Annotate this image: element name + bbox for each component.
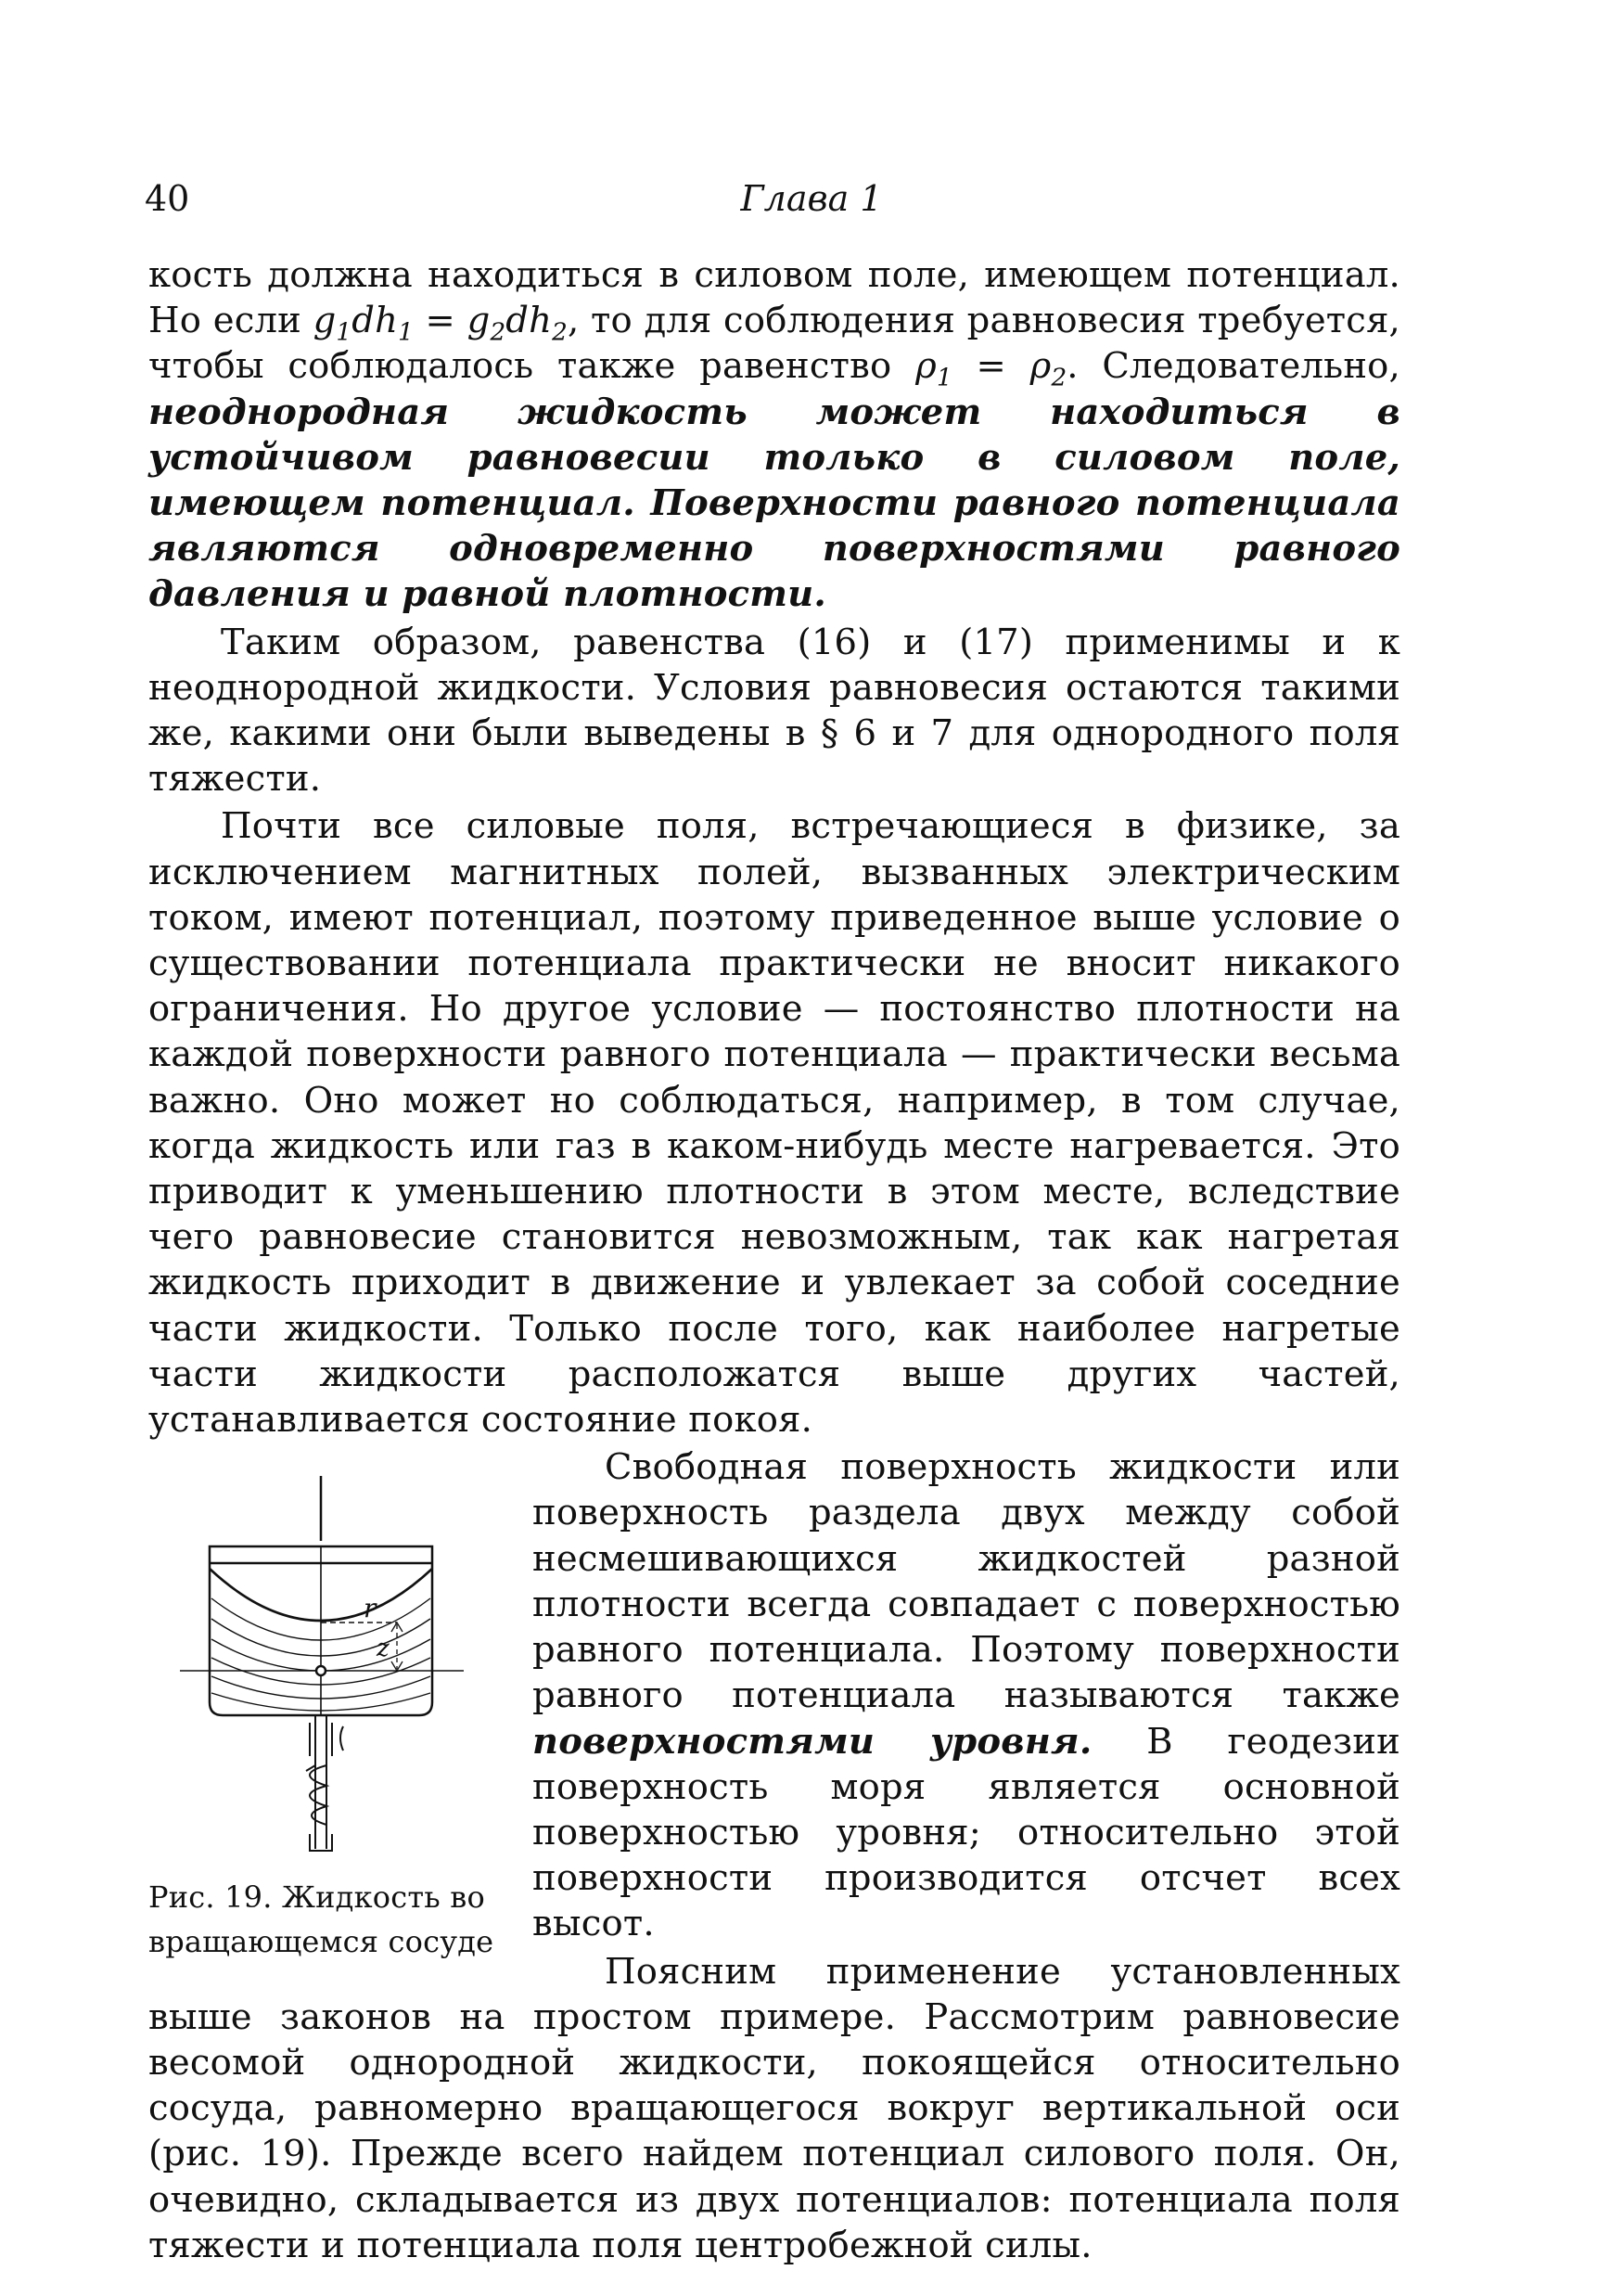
rotating-vessel-diagram: [154, 1459, 506, 1867]
origin-point: [316, 1666, 326, 1675]
paragraph-3: Почти все силовые поля, встречающиеся в физике, за исключением магнитных полей, вызванных электрическим током, имеют потенциал, поэтому приведенное выше условие о существовании потенциала практически не вносит никакого ограничения. Но другое условие — постоянство плотности на каждой поверхности равного потенциала — практически весьма важно. Оно может но соблюдаться, например, в том случае, когда жидкость или газ в каком-нибудь месте нагревается. Это приводит к уменьшению плотности в этом месте, вследствие чего равновесие становится невозможным, так как нагретая жидкость приходит в движение и увлекает за собой соседние части жидкости. Только после того, как наиболее нагретые части жидкости расположатся выше других частей, устанавливается состояние покоя.: [148, 805, 1400, 1442]
page-number: 40: [145, 178, 190, 219]
shaft-base: [310, 1834, 332, 1851]
paragraph-4: Свободная поверхность жидкости или поверхность раздела двух между собой несмешивающихся жидкостей разной плотности всегда совпадает с поверхностью равного потенциала. Поэтому поверхности равного потенциала называются также поверхностями уровня. В геодезии поверхность моря является основной поверхностью уровня; относительно этой поверхности производится отсчет всех высот.: [532, 1446, 1400, 1945]
figure-19: [148, 1459, 519, 1960]
body-text: [148, 252, 1400, 2268]
paragraph-5: Поясним применение установленных выше законов на простом примере. Рассмотрим равновесие весомой однородной жидкости, покоящейся относительно сосуда, равномерно вращающегося вокруг вертикальной оси (рис. 19). Прежде всего найдем потенциал силового поля. Он, очевидно, складывается из двух потенциалов: потенциала поля тяжести и потенциала поля центробежной силы.: [148, 1950, 1400, 2266]
equation-g-dh: $g_1dh_1 = g_2dh_2$: [313, 300, 568, 347]
drive-spiral: [310, 1765, 326, 1825]
paragraph-1: кость должна находиться в силовом поле, имеющем потенциал. Но если $g_1dh_1 = g_2dh_2$, то для соблюдения равновесия требуется, чтобы соблюдалось также равенство $\rho_1 = \rho_2$. Следовательно, неоднородная жидкость может находиться в устойчивом равновесии только в силовом поле, имеющем потенциал. Поверхности равного потенциала являются одновременно поверхностями равного давления и равной плотности.: [148, 254, 1400, 616]
label-r: r: [364, 1593, 377, 1624]
emphasized-statement: неоднородная жидкость может находиться в устойчивом равновесии только в силовом поле, имеющем потенциал. Поверхности равного потенциала являются одновременно поверхностями равного давления и равной плотности.: [148, 391, 1400, 616]
equation-rho: $\rho_1 = \rho_2$: [915, 345, 1067, 393]
bearing: [310, 1723, 332, 1756]
label-z: z: [377, 1635, 390, 1663]
paragraph-2: Таким образом, равенства (16) и (17) применимы и к неоднородной жидкости. Условия равновесия остаются такими же, какими они были выведены в § 6 и 7 для однородного поля тяжести.: [148, 621, 1400, 801]
running-title: Глава 1: [740, 178, 883, 219]
term-level-surfaces: поверхностями уровня.: [532, 1720, 1093, 1763]
figure-caption: Рис. 19. Жидкость во вращающемся сосуде: [148, 1879, 494, 1960]
